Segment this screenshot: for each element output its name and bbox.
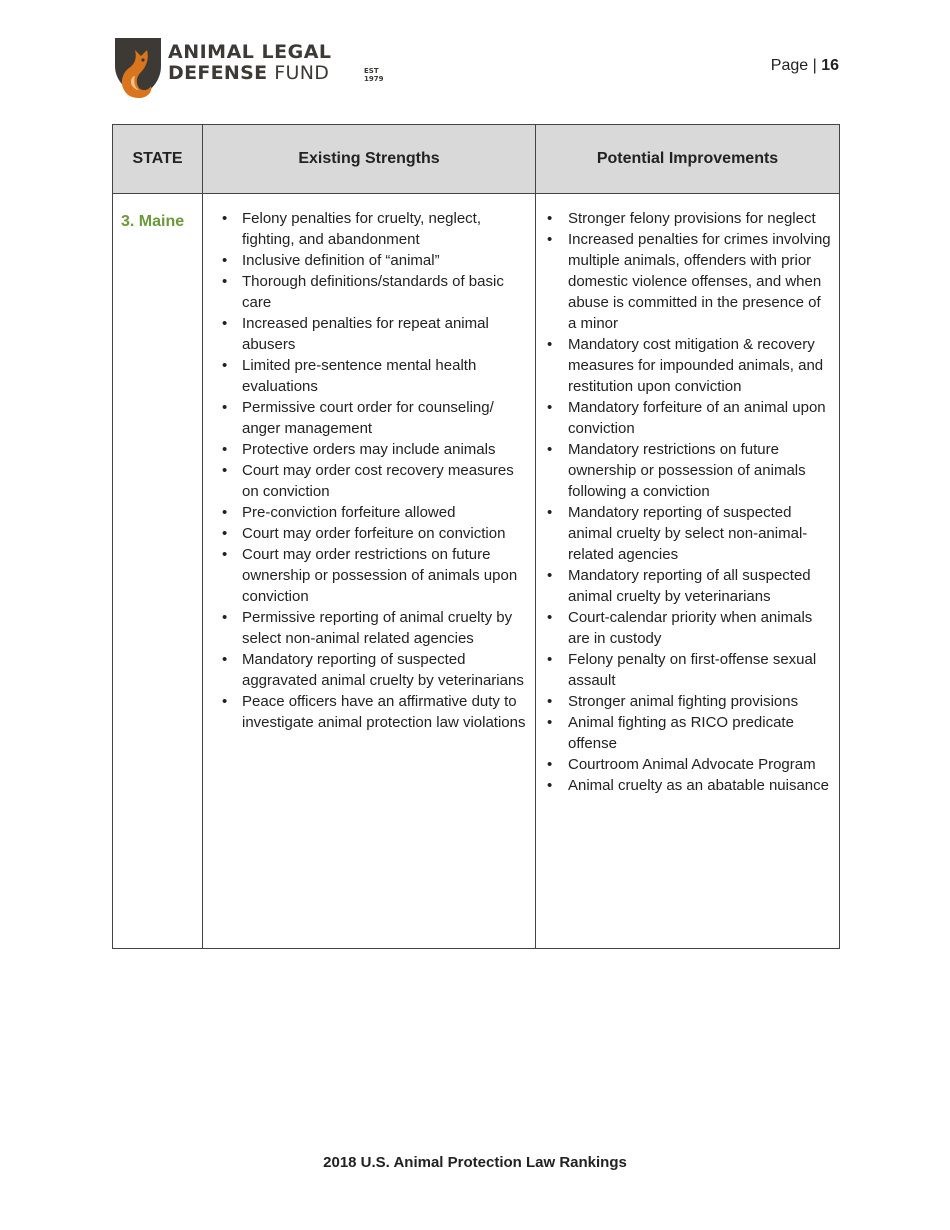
list-item: • Courtroom Animal Advocate Program [536,754,833,775]
list-item: • Mandatory restrictions on future ownership or possession of animals following a conviction [536,439,833,502]
logo-line-1: ANIMAL LEGAL [168,41,332,63]
state-name: 3. Maine [121,213,185,230]
list-item: • Protective orders may include animals [203,439,529,460]
page-number-value: 16 [821,57,839,74]
list-item: • Felony penalty on first-offense sexual assault [536,649,833,691]
page-label: Page | [770,57,817,74]
list-item: • Animal fighting as RICO predicate offense [536,712,833,754]
list-item: • Stronger felony provisions for neglect [536,208,833,229]
table-header-row [113,125,840,194]
list-item: • Mandatory reporting of all suspected animal cruelty by veterinarians [536,565,833,607]
list-item: • Felony penalties for cruelty, neglect, fighting, and abandonment [203,208,529,250]
logo-established [364,67,383,83]
improvements-cell [536,194,840,949]
list-item: • Limited pre-sentence mental health evaluations [203,355,529,397]
logo-est-label: EST [364,67,379,75]
logo-fund: FUND [274,62,330,84]
state-cell [113,194,203,949]
list-item: • Permissive reporting of animal cruelty by select non-animal related agencies [203,607,529,649]
list-item: • Court may order forfeiture on conviction [203,523,529,544]
list-item: • Permissive court order for counseling/ anger management [203,397,529,439]
list-item: • Court may order cost recovery measures on conviction [203,460,529,502]
organization-logo [113,36,384,100]
rankings-table [112,124,840,949]
list-item: • Stronger animal fighting provisions [536,691,833,712]
column-header-strengths: Existing Strengths [203,125,536,194]
list-item: • Pre-conviction forfeiture allowed [203,502,529,523]
logo-wordmark [168,41,384,84]
column-header-state: STATE [113,125,203,194]
list-item: • Increased penalties for crimes involving multiple animals, offenders with prior domestic violence offenses, and when abuse is committed in the presence of a minor [536,229,833,334]
list-item: • Peace officers have an affirmative duty to investigate animal protection law violations [203,691,529,733]
list-item: • Thorough definitions/standards of basic care [203,271,529,313]
list-item: • Animal cruelty as an abatable nuisance [536,775,833,796]
fox-shield-icon [113,36,165,100]
page-footer: 2018 U.S. Animal Protection Law Rankings [323,1154,627,1171]
list-item: • Court may order restrictions on future ownership or possession of animals upon conviction [203,544,529,607]
column-header-improvements: Potential Improvements [536,125,840,194]
improvements-list [536,194,839,796]
page-number [771,57,839,75]
list-item: • Increased penalties for repeat animal abusers [203,313,529,355]
list-item: • Court-calendar priority when animals are in custody [536,607,833,649]
logo-est-year: 1979 [364,75,384,83]
list-item: • Mandatory reporting of suspected aggravated animal cruelty by veterinarians [203,649,529,691]
list-item: • Mandatory cost mitigation & recovery measures for impounded animals, and restitution upon conviction [536,334,833,397]
strengths-list [203,194,535,733]
table-row [113,194,840,949]
list-item: • Mandatory reporting of suspected animal cruelty by select non-animal-related agencies [536,502,833,565]
logo-line-2 [168,63,332,84]
list-item: • Inclusive definition of “animal” [203,250,529,271]
strengths-cell [203,194,536,949]
logo-defense: DEFENSE [168,62,268,84]
list-item: • Mandatory forfeiture of an animal upon conviction [536,397,833,439]
